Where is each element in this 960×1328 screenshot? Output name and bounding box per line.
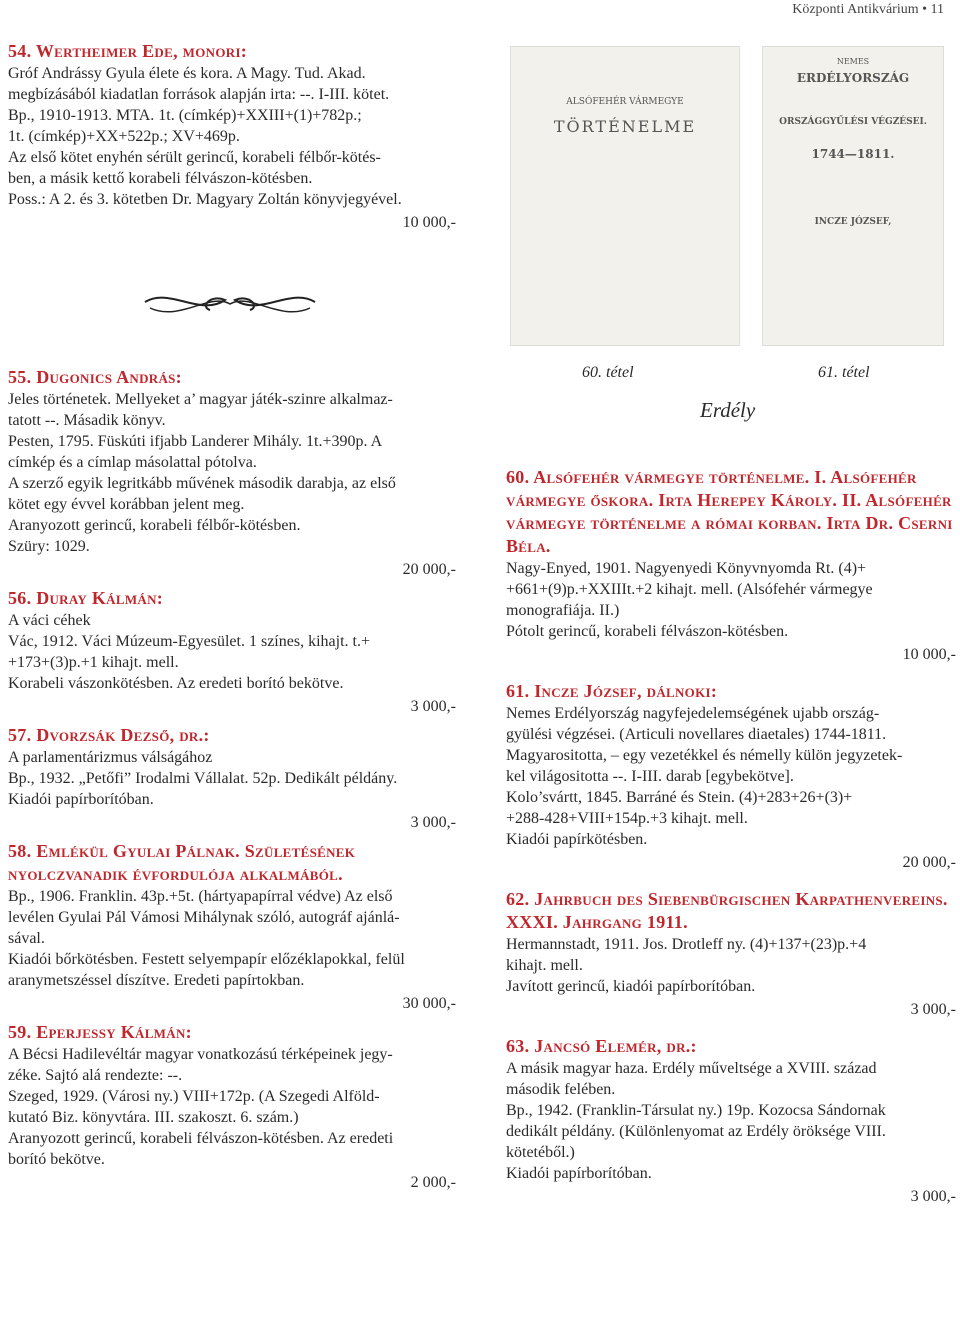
entry-line: Magyarositotta, – egy vezetékkel és némelly külön jegyzetek-	[506, 747, 903, 764]
left-column-bottom	[8, 366, 456, 1200]
entry-line: A váci céhek	[8, 612, 91, 629]
entry-line: A parlamentárizmus válságához	[8, 749, 213, 766]
catalog-entry	[8, 724, 456, 834]
entry-title: 59. Eperjessy Kálmán:	[8, 1022, 192, 1042]
entry-line: Hermannstadt, 1911. Jos. Drotleff ny. (4)+137+(23)p.+4	[506, 936, 867, 953]
entry-line: Aranyozott gerincű, korabeli félvászon-kötésben. Az eredeti	[8, 1130, 394, 1147]
entry-price: 3 000,-	[410, 814, 456, 831]
caption-61: 61. tétel	[818, 364, 870, 381]
entry-line: A Bécsi Hadilevéltár magyar vonatkozású térképeinek jegy-	[8, 1046, 393, 1063]
entry-title: 60. Alsófehér vármegye történelme. I. Alsófehér vármegye őskora. Irta Herepey Károly. II. Alsófehér vármegye történelme a római korban. Irta Dr. Cserni Béla.	[506, 467, 953, 556]
entry-price: 30 000,-	[402, 995, 456, 1012]
catalog-entry	[8, 840, 456, 1015]
entry-line: ben, a másik kettő korabeli félvászon-kötésben.	[8, 170, 313, 187]
entry-line: Javított gerincű, kiadói papírborítóban.	[506, 978, 756, 995]
caption-60: 60. tétel	[582, 364, 634, 381]
entry-line: Szüry: 1029.	[8, 538, 90, 555]
entry-title: 57. Dvorzsák Dezső, dr.:	[8, 725, 210, 745]
entry-price: 10 000,-	[902, 646, 956, 663]
entry-line: kihajt. mell.	[506, 957, 583, 974]
book-cover-60-image	[510, 46, 740, 346]
entry-line: kel világositotta --. I-III. darab [egybekötve].	[506, 768, 794, 785]
entry-line: 1t. (címkép)+XX+522p.; XV+469p.	[8, 128, 240, 145]
page-header: Központi Antikvárium • 11	[792, 2, 944, 17]
entry-line: Korabeli vászonkötésben. Az eredeti borító bekötve.	[8, 675, 344, 692]
book61-line5: INCZE JÓZSEF,	[814, 217, 892, 227]
entry-line: kötet egy évvel korábban jelent meg.	[8, 496, 245, 513]
entry-line: levélen Gyulai Pál Vámosi Mihálynak szóló, autográf ajánlá-	[8, 909, 400, 926]
entry-line: A másik magyar haza. Erdély műveltsége a XVIII. század	[506, 1060, 877, 1077]
entry-line: +661+(9)p.+XXIIIt.+2 kihajt. mell. (Alsófehér vármegye	[506, 581, 873, 598]
entry-line: borító bekötve.	[8, 1151, 105, 1168]
book61-line4: 1744—1811.	[811, 147, 895, 161]
entry-line: Pótolt gerincű, korabeli félvászon-kötésben.	[506, 623, 789, 640]
entry-price: 3 000,-	[410, 698, 456, 715]
entry-price: 3 000,-	[910, 1001, 956, 1018]
right-column	[506, 466, 956, 1214]
entry-line: Jeles történetek. Mellyeket a’ magyar játék-szinre alkalmaz-	[8, 391, 393, 408]
catalog-entry	[8, 366, 456, 581]
entry-line: megbízásából kiadatlan források alapján irta: --. I-III. kötet.	[8, 86, 390, 103]
entry-line: második felében.	[506, 1081, 616, 1098]
entry-line: Bp., 1910-1913. MTA. 1t. (címkép)+XXIII+(1)+782p.;	[8, 107, 362, 124]
catalog-entry	[506, 466, 956, 666]
entry-price: 20 000,-	[402, 561, 456, 578]
entry-line: Vác, 1912. Váci Múzeum-Egyesület. 1 színes, kihajt. t.+	[8, 633, 370, 650]
decorative-ornament	[140, 282, 320, 322]
entry-line: Bp., 1932. „Petőfi” Irodalmi Vállalat. 52p. Dedikált példány.	[8, 770, 398, 787]
entry-line: kötetéből.)	[506, 1144, 575, 1161]
entry-line: monografiája. II.)	[506, 602, 620, 619]
entry-line: Kiadói papírborítóban.	[8, 791, 154, 808]
catalog-entry	[8, 1021, 456, 1194]
book60-line1: ALSÓFEHÉR VÁRMEGYE	[566, 97, 684, 107]
entry-price: 20 000,-	[902, 854, 956, 871]
entry-title: 61. Incze József, dálnoki:	[506, 681, 718, 701]
section-heading: Erdély	[700, 398, 756, 422]
entry-line: dedikált példány. (Különlenyomat az Erdély öröksége VIII.	[506, 1123, 886, 1140]
entry-line: kutató Biz. könyvtára. III. szakoszt. 6. szám.)	[8, 1109, 299, 1126]
entry-title: 56. Duray Kálmán:	[8, 588, 164, 608]
entry-line: Gróf Andrássy Gyula élete és kora. A Magy. Tud. Akad.	[8, 65, 366, 82]
catalog-entry	[506, 1035, 956, 1208]
entry-line: A szerző egyik legritkább művének második darabja, az első	[8, 475, 396, 492]
entry-line: címkép és a címlap másolattal pótolva.	[8, 454, 257, 471]
entry-price: 3 000,-	[910, 1188, 956, 1205]
entry-line: Bp., 1906. Franklin. 43p.+5t. (hártyapapírral védve) Az első	[8, 888, 393, 905]
book61-line2: ERDÉLYORSZÁG	[796, 71, 910, 85]
entry-line: Bp., 1942. (Franklin-Társulat ny.) 19p. Kozocsa Sándornak	[506, 1102, 886, 1119]
entry-line: Aranyozott gerincű, korabeli félbőr-kötésben.	[8, 517, 301, 534]
entry-price: 2 000,-	[410, 1174, 456, 1191]
entry-line: Az első kötet enyhén sérült gerincű, korabeli félbőr-kötés-	[8, 149, 381, 166]
entry-line: tatott --. Másadik könyv.	[8, 412, 166, 429]
entry-line: zéke. Sajtó alá rendezte: --.	[8, 1067, 183, 1084]
entry-line: Szeged, 1929. (Városi ny.) VIII+172p. (A Szegedi Alföld-	[8, 1088, 380, 1105]
entry-price: 10 000,-	[402, 214, 456, 231]
left-column-top	[8, 40, 456, 240]
entry-line: +173+(3)p.+1 kihajt. mell.	[8, 654, 179, 671]
catalog-entry	[8, 40, 456, 234]
entry-line: Pesten, 1795. Füskúti ifjabb Landerer Mihály. 1t.+390p. A	[8, 433, 383, 450]
entry-title: 63. Jancsó Elemér, dr.:	[506, 1036, 697, 1056]
book61-line1: NEMES	[836, 57, 870, 66]
entry-title: 55. Dugonics András:	[8, 367, 182, 387]
entry-line: Nemes Erdélyország nagyfejedelemségének ujabb ország-	[506, 705, 880, 722]
entry-title: 62. Jahrbuch des Siebenbürgischen Karpathenvereins. XXXI. Jahrgang 1911.	[506, 889, 948, 932]
entry-line: aranymetszéssel díszítve. Eredeti papírtokban.	[8, 972, 305, 989]
entry-title: 54. Wertheimer Ede, monori:	[8, 41, 248, 61]
entry-line: Poss.: A 2. és 3. kötetben Dr. Magyary Zoltán könyvjegyével.	[8, 191, 402, 208]
book60-line2: TÖRTÉNELME	[553, 117, 697, 136]
entry-line: +288-428+VIII+154p.+3 kihajt. mell.	[506, 810, 748, 827]
book61-line3: ORSZÁGGYŰLÉSI VÉGZÉSEI.	[779, 117, 927, 127]
entry-line: Kiadói papírborítóban.	[506, 1165, 652, 1182]
catalog-entry	[506, 888, 956, 1021]
entry-line: gyülési végzései. (Articuli novellares diaetales) 1744-1811.	[506, 726, 887, 743]
entry-line: Kiadói papírkötésben.	[506, 831, 648, 848]
entry-line: Nagy-Enyed, 1901. Nagyenyedi Könyvnyomda Rt. (4)+	[506, 560, 867, 577]
catalog-entry	[8, 587, 456, 718]
catalog-entry	[506, 680, 956, 874]
book-cover-61-image	[762, 46, 944, 346]
entry-line: Kiadói bőrkötésben. Festett selyempapír előzéklapokkal, felül	[8, 951, 405, 968]
entry-line: sával.	[8, 930, 45, 947]
entry-line: Kolo’svártt, 1845. Barráné és Stein. (4)+283+26+(3)+	[506, 789, 853, 806]
entry-title: 58. Emlékül Gyulai Pálnak. Születésének nyolczvanadik évfordulója alkalmából.	[8, 841, 356, 884]
